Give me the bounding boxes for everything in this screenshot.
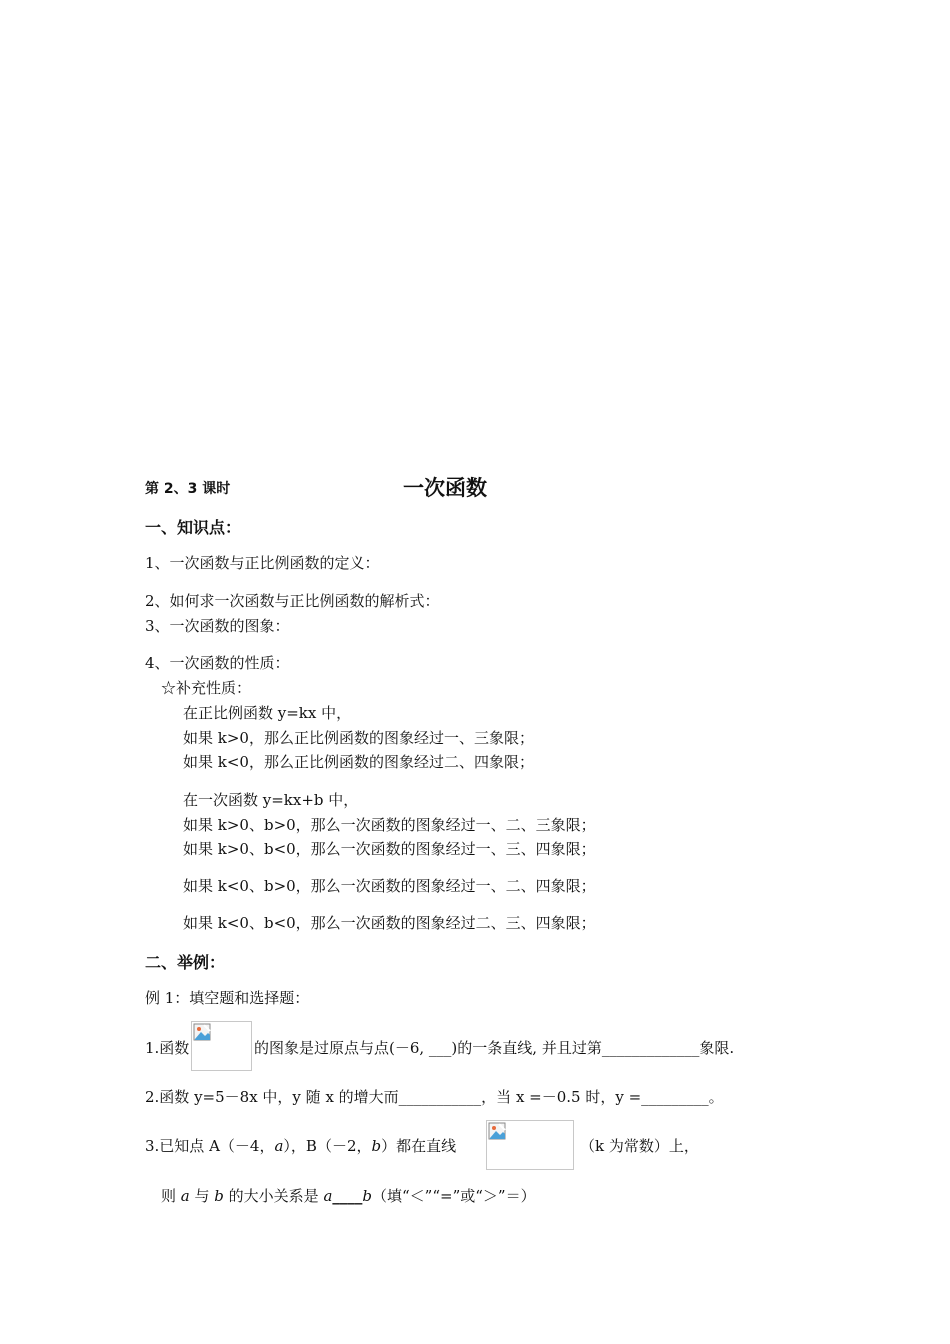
var-a: a [274, 1137, 284, 1155]
example-label: 例 1：填空题和选择题： [145, 989, 310, 1007]
supplement-label: ☆补充性质： [161, 679, 252, 697]
proportional-line-3: 如果 k<0，那么正比例函数的图象经过二、四象限； [183, 753, 534, 771]
q1-prefix: 1.函数 [145, 1039, 190, 1057]
q3-line2-end: （填“＜”“=”或“＞”＝） [372, 1187, 536, 1205]
linear-line-4: 如果 k<0、b>0，那么一次函数的图象经过一、二、四象限； [183, 877, 596, 895]
q3-line-2 [161, 1185, 536, 1206]
var-a: a [323, 1187, 333, 1205]
image-placeholder-icon [193, 1023, 213, 1043]
var-b: b [371, 1137, 382, 1155]
proportional-line-2: 如果 k>0，那么正比例函数的图象经过一、三象限； [183, 729, 534, 747]
q3-mid1: ），B（－2， [283, 1137, 372, 1155]
q3-line2-mid: 与 [189, 1187, 215, 1205]
knowledge-item-2: 2、如何求一次函数与正比例函数的解析式： [145, 592, 440, 610]
image-placeholder-icon [488, 1122, 508, 1142]
section-heading-knowledge: 一、知识点： [145, 518, 242, 537]
knowledge-item-4: 4、一次函数的性质： [145, 654, 290, 672]
section-heading-examples: 二、举例： [145, 953, 226, 972]
broken-image-icon-2 [486, 1120, 574, 1170]
broken-image-icon [191, 1021, 252, 1071]
proportional-line-1: 在正比例函数 y=kx 中， [183, 704, 352, 722]
lesson-label: 第 2、3 课时 [145, 481, 231, 497]
q3-line2-pre: 则 [161, 1187, 181, 1205]
var-b: b [362, 1187, 372, 1205]
answer-blank: ____ [332, 1187, 363, 1205]
q2-text: 2.函数 y=5－8x 中，y 随 x 的增大而___________，当 x =－0.5 时，y =_________。 [145, 1088, 724, 1106]
q3-suffix: （k 为常数）上， [580, 1137, 699, 1155]
q3-line-1 [145, 1135, 456, 1156]
q3-prefix: 3.已知点 A（－4， [145, 1137, 275, 1155]
var-a: a [180, 1187, 190, 1205]
linear-line-5: 如果 k<0、b<0，那么一次函数的图象经过二、三、四象限； [183, 914, 596, 932]
knowledge-item-1: 1、一次函数与正比例函数的定义： [145, 554, 380, 572]
knowledge-item-3: 3、一次函数的图象： [145, 617, 290, 635]
q3-mid2: ）都在直线 [381, 1137, 457, 1155]
linear-line-2: 如果 k>0、b>0，那么一次函数的图象经过一、二、三象限； [183, 816, 596, 834]
linear-line-3: 如果 k>0、b<0，那么一次函数的图象经过一、三、四象限； [183, 840, 596, 858]
q1-suffix: 的图象是过原点与点(－6, ___)的一条直线, 并且过第_____________象限. [254, 1039, 735, 1057]
q3-line2-post: 的大小关系是 [223, 1187, 324, 1205]
linear-line-1: 在一次函数 y=kx+b 中， [183, 791, 359, 809]
page-title: 一次函数 [403, 476, 487, 500]
var-b: b [214, 1187, 224, 1205]
